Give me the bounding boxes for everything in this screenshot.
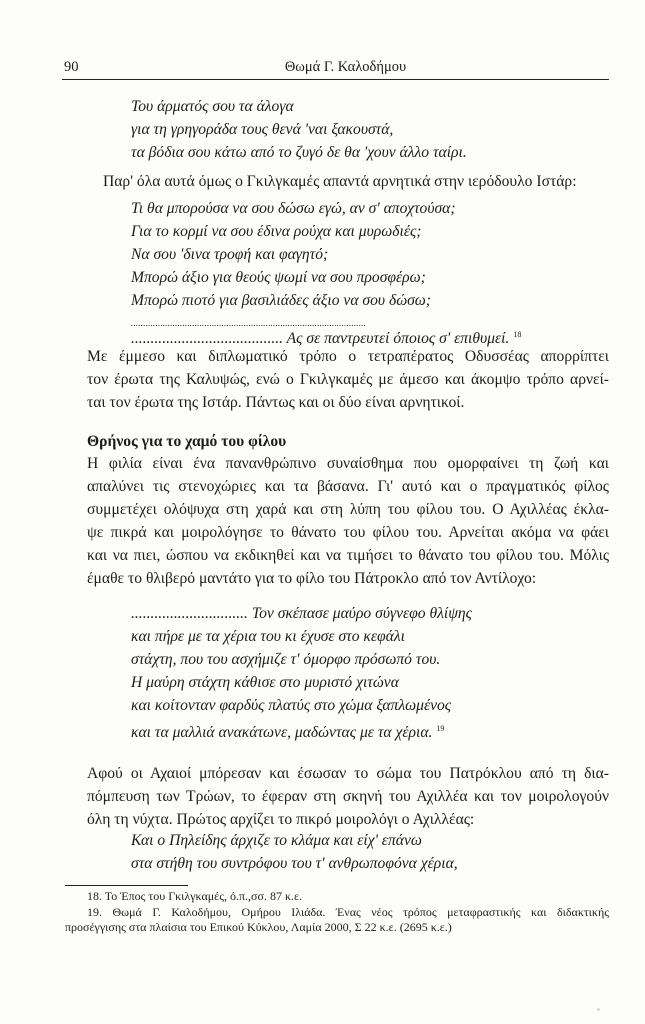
poem-line: .............................. Τον σκέπασε μαύρο σύγνεφο θλίψης	[131, 605, 472, 622]
poem-line: και πήρε με τα χέρια του κι έχυσε στο κεφάλι	[131, 628, 405, 645]
paragraph-line: τον έρωτα της Καλυψώς, ενώ ο Γκιλγκαμές με άμεσο και άκομψο τρόπο αρνεί-	[87, 371, 609, 388]
section-heading: Θρήνος για το χαμό του φίλου	[87, 433, 287, 450]
paragraph-line: ται τον έρωτα της Ιστάρ. Πάντως και οι δύο είναι αρνητικοί.	[87, 394, 465, 411]
paragraph-line: όλη τη νύχτα. Πρώτος αρχίζει το πικρό μοιρολόγι ο Αχιλλέας:	[87, 811, 475, 828]
poem-line: στάχτη, που του ασχήμιζε τ' όμορφο πρόσωπό του.	[131, 651, 441, 668]
page-number: 90	[64, 59, 79, 75]
paragraph-line: Με έμμεσο και διπλωματικό τρόπο ο τετραπέρατος Οδυσσέας απορρίπτει	[87, 348, 609, 365]
poem-line: τα βόδια σου κάτω από το ζυγό δε θα 'χουν άλλο ταίρι.	[131, 144, 467, 161]
footnote-ref: 18	[513, 330, 522, 339]
paragraph-line: πόμπευση των Τρώων, το έφεραν στη σκηνή του Αχιλλέα και τον μοιρολογούν	[87, 788, 609, 805]
poem-line: Μπορώ άξιο για θεούς ψωμί να σου προσφέρω;	[131, 269, 426, 286]
poem-line: Για το κορμί να σου έδινα ρούχα και μυρωδιές;	[131, 223, 422, 240]
paragraph-line: και να πιει, ώσπου να εκδικηθεί και να τιμήσει το θάνατο του φίλου του. Μόλις	[87, 547, 609, 564]
footnote-ref: 19	[436, 724, 445, 733]
paragraph-line: συμμετέχει ολόψυχα στη χαρά και στη λύπη του φίλου του. Ο Αχιλλέας έκλα-	[87, 501, 609, 518]
poem-line: και τα μαλλιά ανακάτωνε, μαδώντας με τα χέρια. $^{19}$	[131, 724, 445, 742]
ellipsis-line: ................................................................................................	[131, 318, 367, 328]
paragraph-line: ψε πικρά και μοιρολόγησε το θάνατο του φίλου του. Αρνείται ακόμα να φάει	[87, 524, 609, 541]
footnote-divider	[65, 885, 188, 886]
poem-line: Να σου 'δινα τροφή και φαγητό;	[131, 246, 329, 263]
poem-line: για τη γρηγοράδα τους θενά 'ναι ξακουστά,	[131, 121, 394, 138]
page-speck	[597, 1008, 600, 1011]
poem-line: Του άρματός σου τα άλογα	[131, 98, 294, 115]
page-header	[62, 59, 609, 80]
paragraph-line: απαλύνει τις στενοχώριες και τα βάσανα. Γι' αυτό και ο πραγματικός φίλος	[87, 478, 609, 495]
footnote: 19. Θωμά Γ. Καλοδήμου, Ομήρου Ιλιάδα. Ένας νέος τρόπος μεταφραστικής και διδακτικής	[87, 905, 609, 919]
running-title: Θωμά Γ. Καλοδήμου	[284, 59, 407, 75]
poem-line: Τι θα μπορούσα να σου δώσω εγώ, αν σ' αποχτούσα;	[131, 200, 456, 217]
poem-line: στα στήθη του συντρόφου του τ' ανθρωποφόνα χέρια,	[131, 855, 458, 872]
poem-line: Μπορώ πιοτό για βασιλιάδες άξιο να σου δώσω;	[131, 292, 431, 309]
poem-line: Και ο Πηλείδης άρχιζε το κλάμα και είχ' επάνω	[131, 832, 422, 849]
paragraph-line: έμαθε το θλιβερό μαντάτο για το φίλο του Πάτροκλο από τον Αντίλοχο:	[87, 570, 537, 587]
paragraph-line: Η φιλία είναι ένα πανανθρώπινο συναίσθημα που ομορφαίνει τη ζωή και	[87, 455, 609, 472]
paragraph-line: Αφού οι Αχαιοί μπόρεσαν και έσωσαν το σώμα του Πατρόκλου από τη δια-	[87, 765, 609, 782]
poem-line: και κοίτονταν φαρδύς πλατύς στο χώμα ξαπλωμένος	[131, 697, 452, 714]
footnote: 18. Το Έπος του Γκιλγκαμές, ό.π.,σσ. 87 κ.ε.	[87, 889, 303, 903]
poem-line: ....................................... Ας σε παντρευτεί όποιος σ' επιθυμεί. $^{18}$	[131, 330, 522, 348]
footnote: προσέγγισης στα πλαίσια του Επικού Κύκλου, Λαμία 2000, Σ 22 κ.ε. (2695 κ.ε.)	[65, 920, 452, 934]
poem-line: Η μαύρη στάχτη κάθισε στο μυριστό χιτώνα	[131, 674, 399, 691]
paragraph-line: Παρ' όλα αυτά όμως ο Γκιλγκαμές απαντά αρνητικά στην ιερόδουλο Ιστάρ:	[103, 173, 577, 190]
